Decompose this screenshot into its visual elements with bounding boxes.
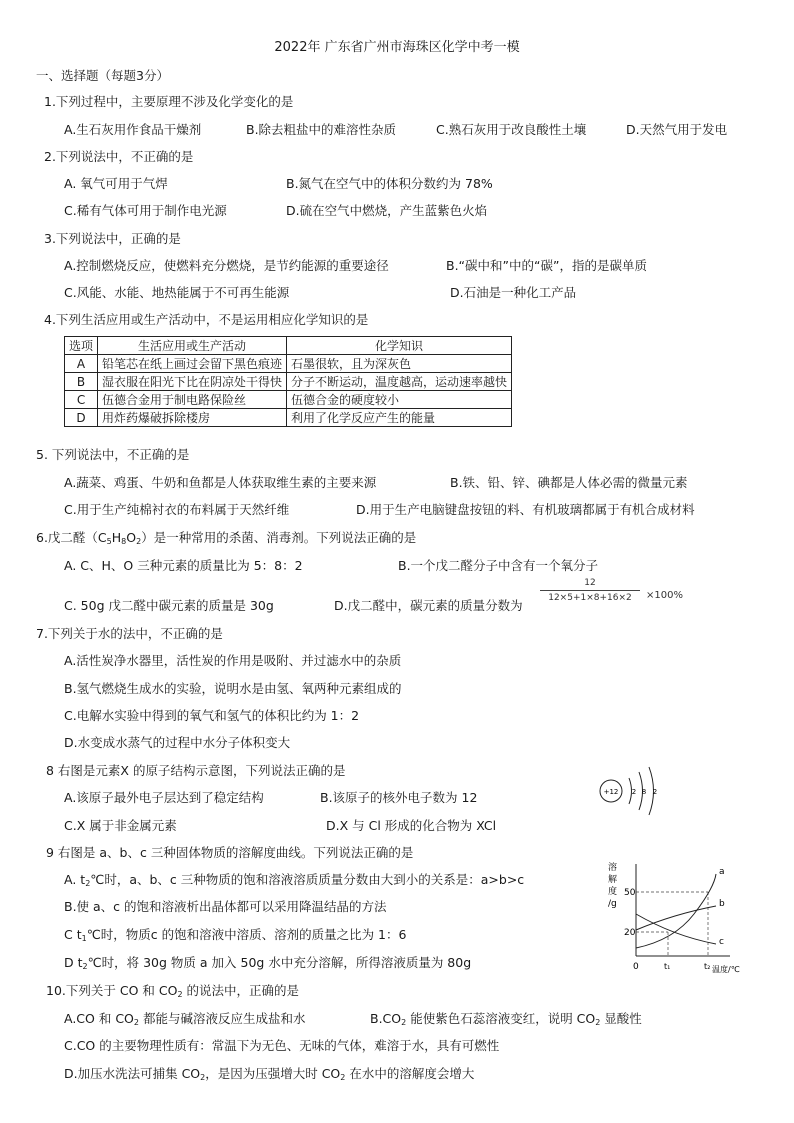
curve-b-label: b [719, 899, 725, 909]
question-3-option-b: B.“碳中和”中的“碳”，指的是碳单质 [446, 258, 647, 273]
shell-electron-count: 8 [641, 788, 647, 796]
option-text: ℃时，物质c 的饱和溶液中溶质、溶剂的质量之比为 1：6 [86, 927, 407, 942]
curve-a-label: a [719, 867, 725, 877]
y-axis-label: 度 [608, 887, 618, 897]
table-cell: C [65, 391, 98, 409]
table-cell: D [65, 409, 98, 427]
fraction-numerator: 12 [540, 578, 640, 591]
subscript: 8 [121, 537, 127, 546]
question-9-stem: 9 右图是 a、b、c 三种固体物质的溶解度曲线。下列说法正确的是 [46, 845, 414, 860]
subscript: 2 [340, 1073, 346, 1082]
question-6-option-b: B.一个戊二醛分子中含有一个氧分子 [398, 558, 599, 573]
question-7-option-d: D.水变成水蒸气的过程中水分子体积变大 [64, 735, 291, 750]
curve-c [636, 914, 716, 944]
question-9-option-d [64, 955, 471, 971]
question-9-option-b: B.使 a、c 的饱和溶液析出晶体都可以采用降温结晶的方法 [64, 899, 387, 914]
question-3-stem: 3.下列说法中，正确的是 [44, 231, 181, 246]
question-7-option-a: A.活性炭净水器里，活性炭的作用是吸附、并过滤水中的杂质 [64, 653, 402, 668]
subscript: 2 [401, 1018, 407, 1027]
question-10-option-a [64, 1011, 305, 1027]
question-2-option-d: D.硫在空气中燃烧，产生蓝紫色火焰 [286, 203, 488, 218]
option-text: D.加压水洗法可捕集 CO [64, 1066, 201, 1081]
table-cell: 用炸药爆破拆除楼房 [98, 409, 287, 427]
option-text: A.CO 和 CO [64, 1011, 134, 1026]
y-axis-label: 溶 [608, 863, 618, 873]
atomic-structure-diagram [596, 762, 676, 822]
question-2-stem: 2.下列说法中，不正确的是 [44, 149, 194, 164]
question-2-option-a: A. 氧气可用于气焊 [64, 176, 168, 191]
question-2-option-b: B.氮气在空气中的体积分数约为 78% [286, 176, 493, 191]
stem-text: H [111, 530, 122, 545]
curve-a [636, 874, 716, 948]
table-row [65, 391, 512, 409]
y-tick-50: 50 [624, 888, 636, 898]
question-4-table [64, 336, 512, 427]
stem-text: 6.戊二醛（C [36, 530, 107, 545]
curve-b [636, 906, 716, 930]
question-1-option-c: C.熟石灰用于改良酸性土壤 [436, 122, 587, 137]
option-text: 能使紫色石蕊溶液变红，说明 CO [406, 1011, 596, 1026]
table-cell: 石墨很软，且为深灰色 [287, 355, 512, 373]
table-cell: A [65, 355, 98, 373]
subscript: 2 [177, 990, 183, 999]
subscript: 2 [595, 1018, 601, 1027]
question-7-option-b: B.氢气燃烧生成水的实验，说明水是由氢、氧两种元素组成的 [64, 681, 402, 696]
curve-c-label: c [719, 937, 724, 947]
question-3-option-d: D.石油是一种化工产品 [450, 285, 577, 300]
table-cell: 湿衣服在阳光下比在阴凉处干得快 [98, 373, 287, 391]
option-text: A. t [64, 872, 86, 887]
option-text: 在水中的溶解度会增大 [345, 1066, 475, 1081]
x-tick-t1: t₁ [664, 962, 671, 971]
question-9-option-a [64, 872, 524, 888]
question-10-option-b [370, 1011, 642, 1027]
table-row [65, 355, 512, 373]
y-axis-label: /g [608, 899, 617, 909]
question-2-option-c: C.稀有气体可用于制作电光源 [64, 203, 227, 218]
mass-fraction-formula [540, 578, 640, 603]
option-text: C t [64, 927, 82, 942]
x-tick-t2: t₂ [704, 962, 711, 971]
table-cell: B [65, 373, 98, 391]
solubility-curve-diagram [604, 858, 744, 976]
subscript: 2 [136, 537, 142, 546]
question-6-option-c: C. 50g 戊二醛中碳元素的质量是 30g [64, 598, 274, 613]
table-cell: 分子不断运动，温度越高，运动速率越快 [287, 373, 512, 391]
question-8-option-b: B.该原子的核外电子数为 12 [320, 790, 478, 805]
subscript: 2 [82, 962, 88, 971]
question-10-stem [46, 983, 299, 999]
subscript: 2 [85, 879, 91, 888]
question-5-option-d: D.用于生产电脑键盘按钮的料、有机玻璃都属于有机合成材料 [356, 502, 695, 517]
table-header: 生活应用或生产活动 [98, 337, 287, 355]
question-5-option-a: A.蔬菜、鸡蛋、牛奶和鱼都是人体获取维生素的主要来源 [64, 475, 377, 490]
question-3-option-c: C.风能、水能、地热能属于不可再生能源 [64, 285, 290, 300]
fraction-denominator: 12×5+1×8+16×2 [548, 593, 632, 603]
table-header-row [65, 337, 512, 355]
shell-electron-count: 2 [631, 788, 637, 796]
section-heading: 一、选择题（每题3分） [36, 68, 169, 83]
option-text: ℃时，a、b、c 三种物质的饱和溶液溶质质量分数由大到小的关系是：a>b>c [90, 872, 525, 887]
question-3-option-a: A.控制燃烧反应，使燃料充分燃烧，是节约能源的重要途径 [64, 258, 389, 273]
option-text: D t [64, 955, 83, 970]
question-5-stem: 5. 下列说法中，不正确的是 [36, 447, 190, 462]
option-text: B.CO [370, 1011, 402, 1026]
question-8-stem: 8 右图是元素X 的原子结构示意图，下列说法正确的是 [46, 763, 346, 778]
subscript: 5 [106, 537, 112, 546]
table-row [65, 409, 512, 427]
stem-text: 10.下列关于 CO 和 CO [46, 983, 178, 998]
table-cell: 伍德合金的硬度较小 [287, 391, 512, 409]
option-text: 都能与碱溶液反应生成盐和水 [138, 1011, 306, 1026]
origin-label: 0 [633, 962, 639, 972]
question-8-option-a: A.该原子最外电子层达到了稳定结构 [64, 790, 264, 805]
option-text: ，是因为压强增大时 CO [205, 1066, 341, 1081]
table-cell: 伍德合金用于制电路保险丝 [98, 391, 287, 409]
subscript: 2 [200, 1073, 206, 1082]
option-text: ℃时，将 30g 物质 a 加入 50g 水中充分溶解，所得溶液质量为 80g [87, 955, 472, 970]
question-10-option-c: C.CO 的主要物理性质有：常温下为无色、无味的气体，难溶于水，具有可燃性 [64, 1038, 500, 1053]
nucleus-charge: +12 [603, 788, 619, 796]
question-9-option-c [64, 927, 406, 943]
table-row [65, 373, 512, 391]
question-8-option-c: C.X 属于非金属元素 [64, 818, 177, 833]
question-7-stem: 7.下列关于水的法中，不正确的是 [36, 626, 223, 641]
question-10-option-d [64, 1066, 474, 1082]
fraction-percent: ×100% [646, 590, 683, 601]
shell-electron-count: 2 [652, 788, 658, 796]
question-5-option-c: C.用于生产纯棉衬衣的布料属于天然纤维 [64, 502, 290, 517]
question-4-stem: 4.下列生活应用或生产活动中，不是运用相应化学知识的是 [44, 312, 369, 327]
page-title: 2022年 广东省广州市海珠区化学中考一模 [274, 40, 520, 55]
stem-text: O [126, 530, 137, 545]
option-text: 显酸性 [600, 1011, 642, 1026]
question-1-option-d: D.天然气用于发电 [626, 122, 728, 137]
question-6-option-d: D.戊二醛中，碳元素的质量分数为 [334, 598, 523, 613]
table-cell: 铅笔芯在纸上画过会留下黑色痕迹 [98, 355, 287, 373]
question-6-option-a: A. C、H、O 三种元素的质量比为 5：8：2 [64, 558, 303, 573]
table-header: 选项 [65, 337, 98, 355]
question-7-option-c: C.电解水实验中得到的氧气和氢气的体积比约为 1：2 [64, 708, 360, 723]
stem-text: 的说法中，正确的是 [182, 983, 300, 998]
y-axis-label: 解 [608, 875, 618, 885]
x-axis-label: 温度/℃ [712, 965, 740, 974]
question-6-stem [36, 530, 416, 546]
question-1-option-a: A.生石灰用作食品干燥剂 [64, 122, 202, 137]
question-8-option-d: D.X 与 Cl 形成的化合物为 XCl [326, 818, 497, 833]
question-1-stem: 1.下列过程中，主要原理不涉及化学变化的是 [44, 94, 294, 109]
table-header: 化学知识 [287, 337, 512, 355]
y-tick-20: 20 [624, 928, 636, 938]
table-cell: 利用了化学反应产生的能量 [287, 409, 512, 427]
question-5-option-b: B.铁、铅、锌、碘都是人体必需的微量元素 [450, 475, 688, 490]
question-1-option-b: B.除去粗盐中的难溶性杂质 [246, 122, 397, 137]
stem-text: ）是一种常用的杀菌、消毒剂。下列说法正确的是 [141, 530, 417, 545]
subscript: 1 [81, 934, 87, 943]
subscript: 2 [133, 1018, 139, 1027]
